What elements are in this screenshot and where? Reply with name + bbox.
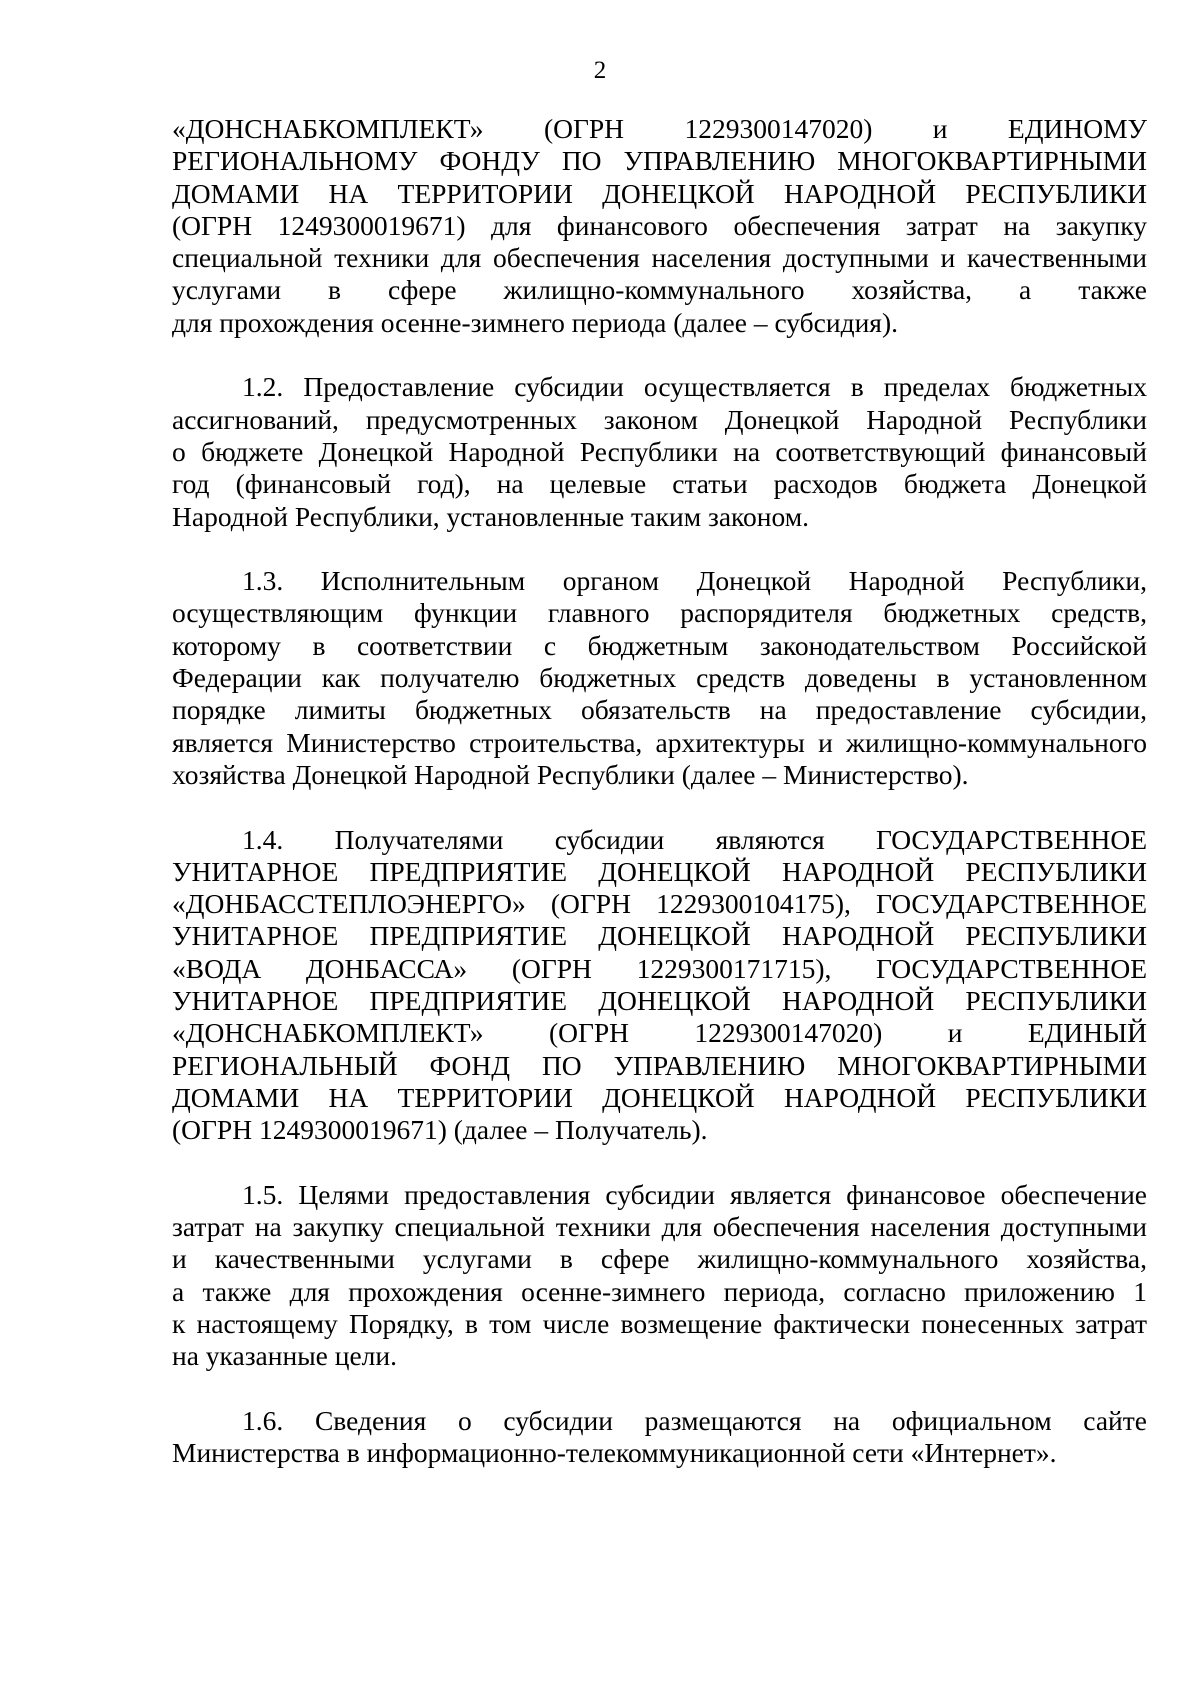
text-line: Народной Республики, установленные таким законом.	[172, 500, 809, 532]
text-line: (ОГРН 1249300019671) для финансового обеспечения затрат на закупку	[172, 209, 1147, 241]
text-line: хозяйства Донецкой Народной Республики (далее – Министерство).	[172, 758, 969, 790]
text-line: РЕГИОНАЛЬНЫЙ ФОНД ПО УПРАВЛЕНИЮ МНОГОКВАРТИРНЫМИ	[172, 1049, 1147, 1081]
text-line: «ДОНСНАБКОМПЛЕКТ» (ОГРН 1229300147020) и ЕДИНЫЙ	[172, 1017, 1147, 1049]
text-line: является Министерство строительства, архитектуры и жилищно-коммунального	[172, 726, 1147, 758]
text-line: УНИТАРНОЕ ПРЕДПРИЯТИЕ ДОНЕЦКОЙ НАРОДНОЙ РЕСПУБЛИКИ	[172, 855, 1147, 887]
text-line: которому в соответствии с бюджетным законодательством Российской	[172, 629, 1147, 661]
text-line: для прохождения осенне-зимнего периода (далее – субсидия).	[172, 306, 898, 338]
text-line: о бюджете Донецкой Народной Республики на соответствующий финансовый	[172, 435, 1147, 467]
text-line: 1.4. Получателями субсидии являются ГОСУДАРСТВЕННОЕ	[242, 823, 1147, 855]
text-line: услугами в сфере жилищно-коммунального хозяйства, а также	[172, 274, 1147, 306]
text-line: а также для прохождения осенне-зимнего периода, согласно приложению 1	[172, 1275, 1147, 1307]
paragraph-1-4	[172, 824, 1147, 1147]
paragraph-1-2	[172, 371, 1147, 532]
text-line: порядке лимиты бюджетных обязательств на предоставление субсидии,	[172, 694, 1147, 726]
text-line: на указанные цели.	[172, 1340, 397, 1372]
text-line: (ОГРН 1249300019671) (далее – Получатель).	[172, 1114, 708, 1146]
text-line: ДОМАМИ НА ТЕРРИТОРИИ ДОНЕЦКОЙ НАРОДНОЙ РЕСПУБЛИКИ	[172, 177, 1147, 209]
text-line: УНИТАРНОЕ ПРЕДПРИЯТИЕ ДОНЕЦКОЙ НАРОДНОЙ РЕСПУБЛИКИ	[172, 985, 1147, 1017]
text-line: «ВОДА ДОНБАССА» (ОГРН 1229300171715), ГОСУДАРСТВЕННОЕ	[172, 952, 1147, 984]
paragraph-continuation	[172, 113, 1147, 339]
text-line: ассигнований, предусмотренных законом Донецкой Народной Республики	[172, 403, 1147, 435]
text-line: затрат на закупку специальной техники для обеспечения населения доступными	[172, 1211, 1147, 1243]
text-line: специальной техники для обеспечения населения доступными и качественными	[172, 242, 1147, 274]
text-line: 1.3. Исполнительным органом Донецкой Народной Республики,	[242, 565, 1147, 597]
text-line: к настоящему Порядку, в том числе возмещение фактически понесенных затрат	[172, 1307, 1147, 1339]
text-line: Министерства в информационно-телекоммуникационной сети «Интернет».	[172, 1437, 1057, 1469]
text-line: 1.2. Предоставление субсидии осуществляется в пределах бюджетных	[242, 371, 1147, 403]
text-line: осуществляющим функции главного распорядителя бюджетных средств,	[172, 597, 1147, 629]
text-line: 1.6. Сведения о субсидии размещаются на официальном сайте	[242, 1404, 1147, 1436]
text-line: РЕГИОНАЛЬНОМУ ФОНДУ ПО УПРАВЛЕНИЮ МНОГОКВАРТИРНЫМИ	[172, 145, 1147, 177]
text-line: и качественными услугами в сфере жилищно-коммунального хозяйства,	[172, 1243, 1147, 1275]
text-line: год (финансовый год), на целевые статьи расходов бюджета Донецкой	[172, 468, 1147, 500]
paragraph-1-5	[172, 1179, 1147, 1373]
text-line: «ДОНСНАБКОМПЛЕКТ» (ОГРН 1229300147020) и ЕДИНОМУ	[172, 113, 1147, 144]
paragraph-1-6	[172, 1405, 1147, 1470]
text-line: УНИТАРНОЕ ПРЕДПРИЯТИЕ ДОНЕЦКОЙ НАРОДНОЙ РЕСПУБЛИКИ	[172, 920, 1147, 952]
text-line: «ДОНБАССТЕПЛОЭНЕРГО» (ОГРН 1229300104175), ГОСУДАРСТВЕННОЕ	[172, 888, 1147, 920]
text-line: ДОМАМИ НА ТЕРРИТОРИИ ДОНЕЦКОЙ НАРОДНОЙ РЕСПУБЛИКИ	[172, 1081, 1147, 1113]
text-line: 1.5. Целями предоставления субсидии является финансовое обеспечение	[242, 1178, 1147, 1210]
page-number: 2	[593, 57, 607, 84]
paragraph-1-3	[172, 565, 1147, 791]
document-body	[172, 113, 1147, 1502]
text-line: Федерации как получателю бюджетных средств доведены в установленном	[172, 662, 1147, 694]
